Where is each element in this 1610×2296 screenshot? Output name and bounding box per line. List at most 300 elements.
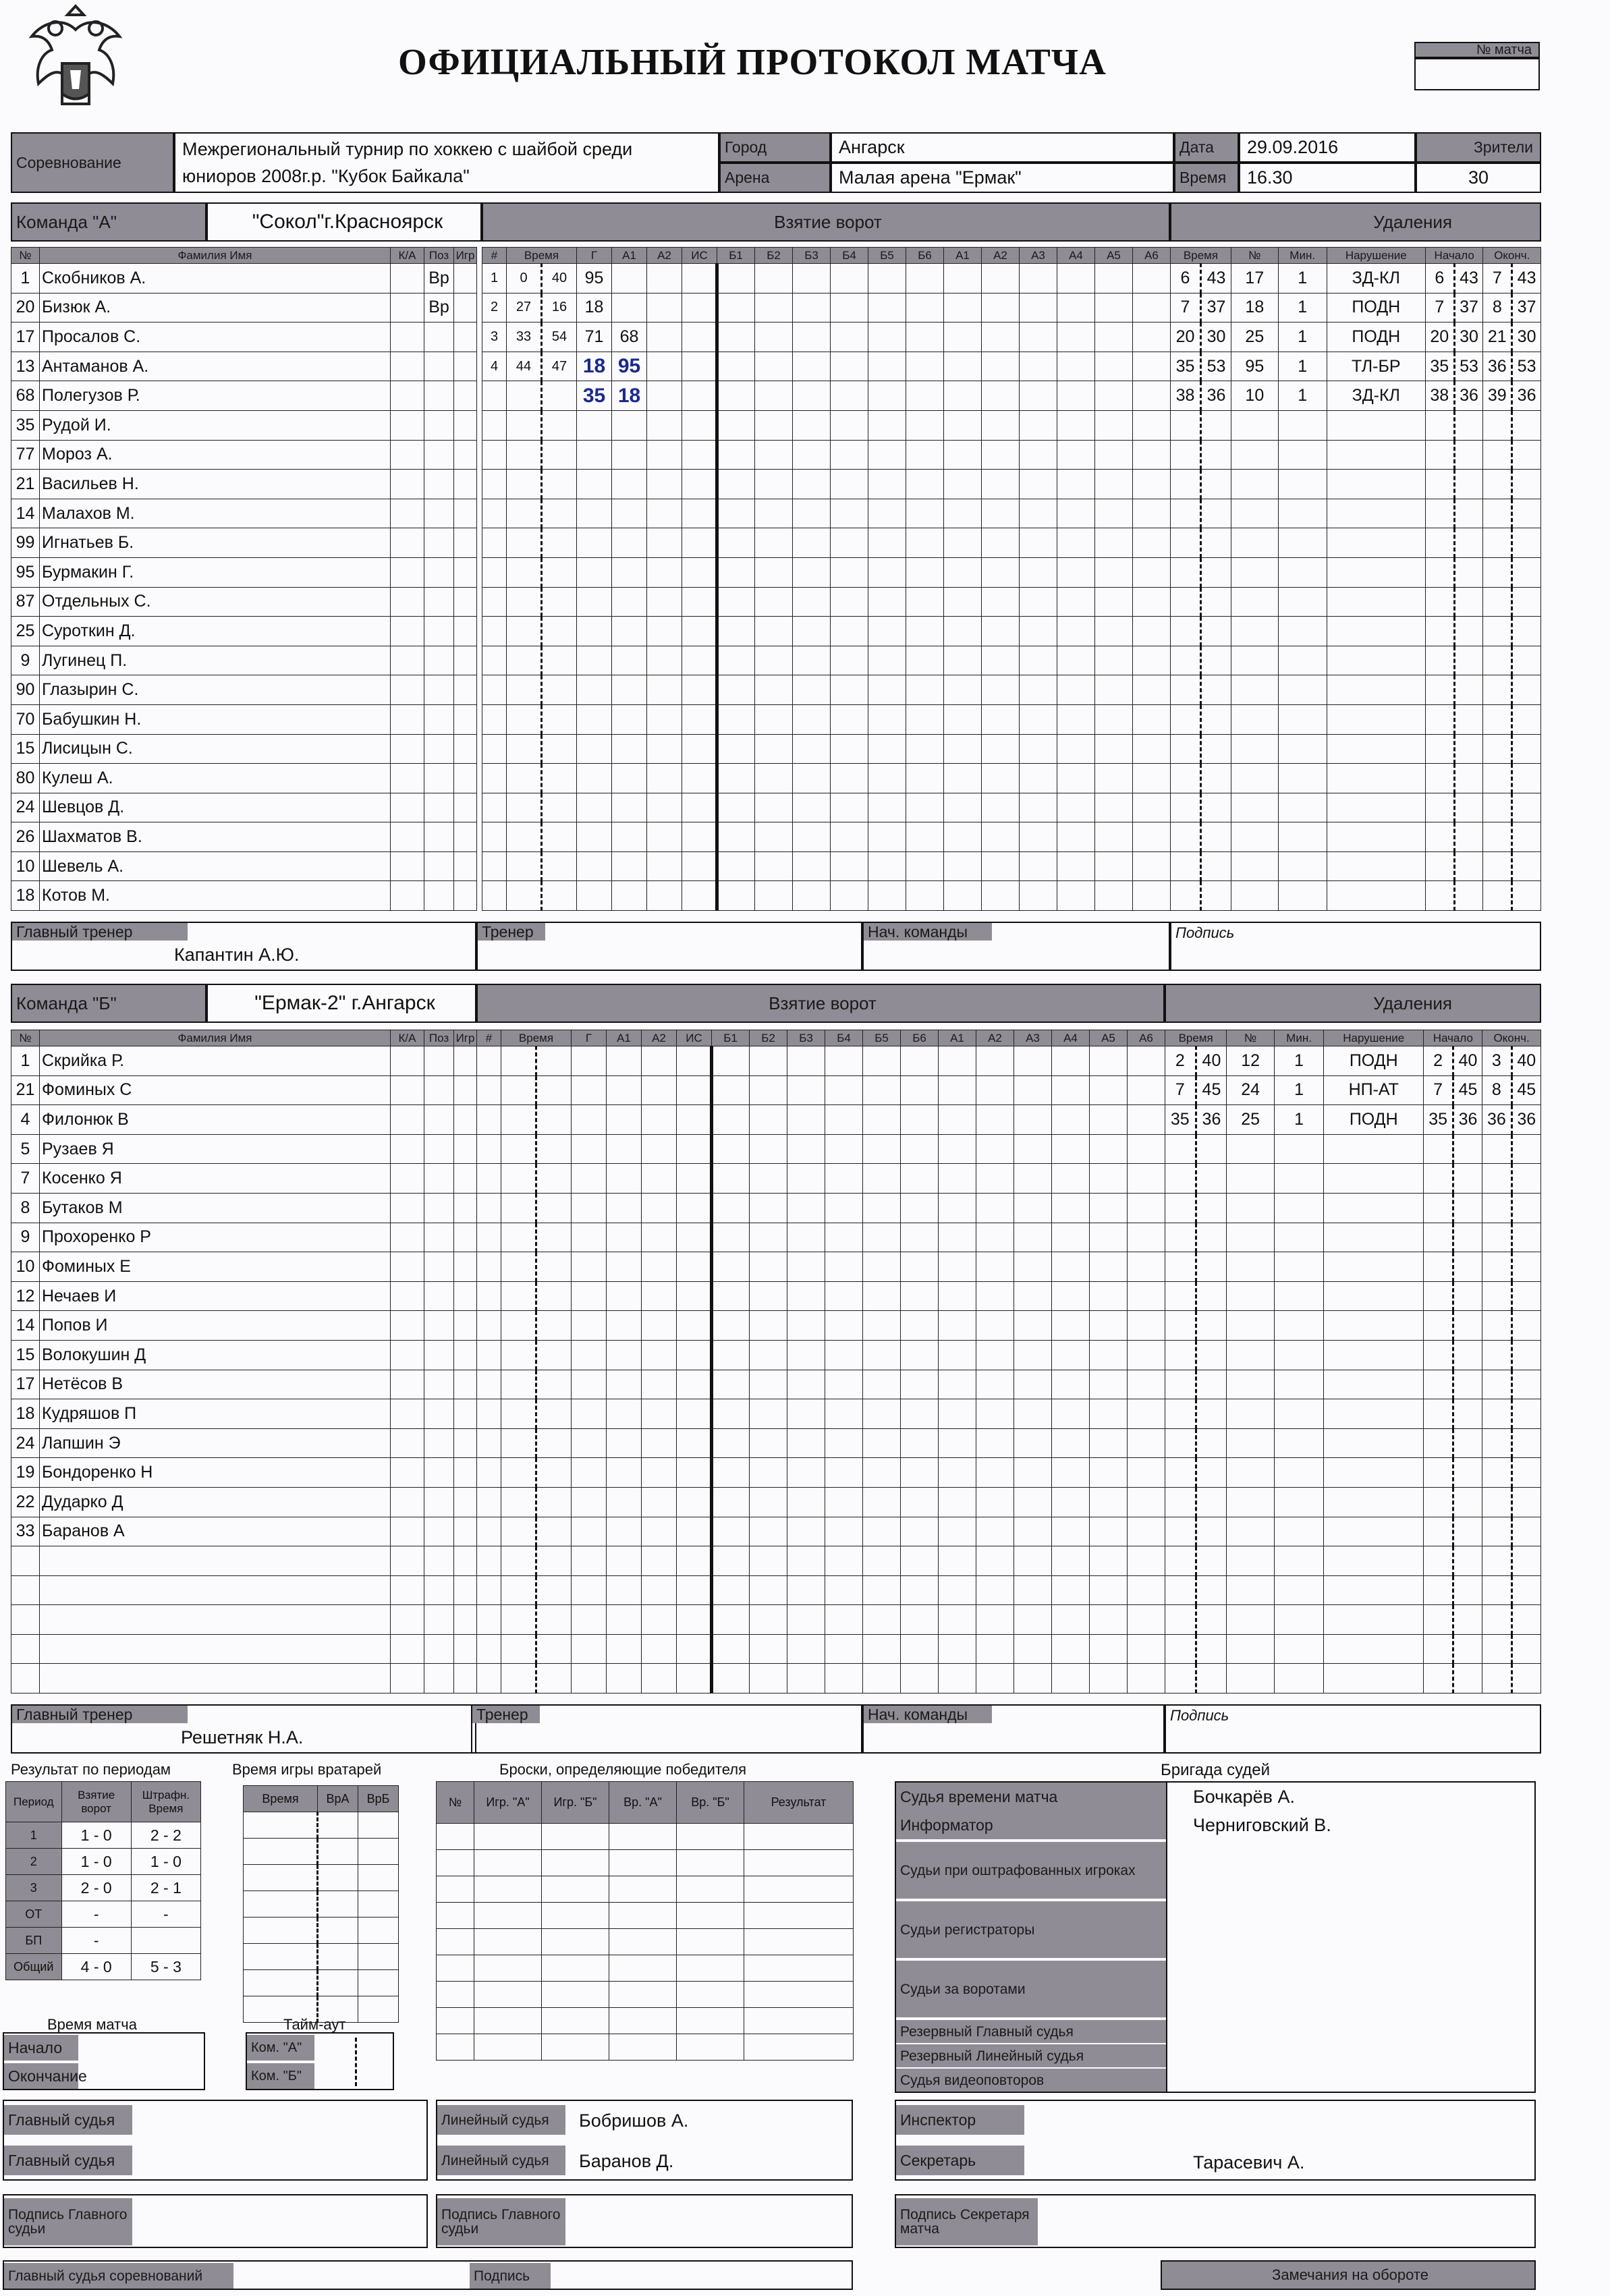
pen-minutes xyxy=(1278,587,1327,617)
on-ice-cell xyxy=(1014,1193,1052,1223)
pen-minute: 7 xyxy=(1165,1075,1196,1105)
pen-end-min xyxy=(1482,1164,1511,1194)
on-ice-cell xyxy=(831,557,868,587)
shootout-cell xyxy=(677,1876,744,1903)
pen-second xyxy=(1196,1428,1227,1458)
on-ice-cell xyxy=(750,1311,787,1341)
shootout-row xyxy=(437,1929,854,1955)
signature-label: Подпись xyxy=(1175,924,1235,941)
pen-player: 95 xyxy=(1231,352,1278,381)
team-b-head-coach-name: Решетняк Н.А. xyxy=(181,1727,304,1747)
player-captain xyxy=(391,528,424,558)
on-ice-cell xyxy=(906,528,944,558)
on-ice-cell xyxy=(868,440,906,470)
player-captain xyxy=(391,1105,424,1135)
roster-row xyxy=(11,1252,477,1282)
on-ice-cell xyxy=(793,881,831,911)
player-played xyxy=(454,617,477,646)
player-played xyxy=(454,1428,477,1458)
goal-row xyxy=(477,1164,1165,1194)
roster-header: Игр xyxy=(454,1030,477,1046)
on-ice-cell xyxy=(976,1399,1014,1429)
pen-infraction xyxy=(1327,410,1425,440)
on-ice-cell xyxy=(1052,1370,1090,1399)
goal-scorer xyxy=(572,1487,607,1517)
penalty-row xyxy=(1165,1487,1541,1517)
pen-header: № xyxy=(1227,1030,1275,1046)
arena-value: Малая арена "Ермак" xyxy=(831,163,1174,193)
on-ice-cell xyxy=(982,410,1020,440)
player-position xyxy=(424,470,454,499)
goal-assist-2 xyxy=(642,1105,677,1135)
on-ice-cell xyxy=(1057,822,1095,852)
on-ice-cell xyxy=(906,470,944,499)
on-ice-cell xyxy=(868,675,906,705)
goal-situation xyxy=(677,1105,712,1135)
goal-number xyxy=(477,1134,501,1164)
gk-row xyxy=(244,1891,399,1917)
goal-row xyxy=(477,1193,1165,1223)
pen-start-sec xyxy=(1453,1517,1482,1546)
player-captain xyxy=(391,734,424,764)
goal-second: 40 xyxy=(542,264,577,293)
goal-minute: 0 xyxy=(507,264,542,293)
goal-second xyxy=(542,675,577,705)
on-ice-cell xyxy=(868,557,906,587)
goal-situation xyxy=(677,1458,712,1488)
goal-assist-1 xyxy=(612,881,647,911)
on-ice-cell xyxy=(1052,1340,1090,1370)
shootout-cell xyxy=(744,1824,854,1850)
on-ice-cell xyxy=(1052,1281,1090,1311)
pen-infraction xyxy=(1324,1223,1424,1252)
competition-label: Соревнование xyxy=(11,132,174,193)
pen-infraction xyxy=(1324,1311,1424,1341)
pen-end-sec xyxy=(1512,704,1541,734)
period-penalties: - xyxy=(131,1901,200,1928)
roster-header: Фамилия Имя xyxy=(40,1030,391,1046)
on-ice-cell xyxy=(939,1105,976,1135)
pen-end-sec xyxy=(1511,1252,1540,1282)
on-ice-cell xyxy=(868,646,906,675)
on-ice-cell xyxy=(712,1428,750,1458)
pen-player xyxy=(1227,1634,1275,1664)
on-ice-cell xyxy=(1057,617,1095,646)
on-ice-cell xyxy=(1095,293,1133,323)
main-ref-sig-box[interactable] xyxy=(3,2194,428,2248)
goal-minute xyxy=(507,381,542,411)
on-ice-cell xyxy=(1020,499,1057,528)
shootout-cell xyxy=(542,1876,609,1903)
date-label: Дата xyxy=(1174,132,1239,163)
goal-assist-1 xyxy=(607,1575,642,1605)
timeout-box xyxy=(246,2032,394,2090)
on-ice-cell xyxy=(712,1252,750,1282)
goal-assist-1 xyxy=(607,1193,642,1223)
on-ice-cell xyxy=(976,1311,1014,1341)
on-ice-cell xyxy=(831,617,868,646)
goal-number xyxy=(477,1193,501,1223)
timekeeper-label: Судья времени матча xyxy=(896,1783,1166,1811)
goal-assist-1 xyxy=(612,470,647,499)
goal-header: Б1 xyxy=(712,1030,750,1046)
on-ice-cell xyxy=(755,646,793,675)
on-ice-cell xyxy=(831,499,868,528)
player-name xyxy=(40,1634,391,1664)
period-results-table xyxy=(5,1781,201,1980)
goal-minute xyxy=(501,1046,536,1076)
player-name: Бабушкин Н. xyxy=(40,704,391,734)
team-b-name: "Ермак-2" г.Ангарск xyxy=(206,984,476,1023)
on-ice-cell xyxy=(939,1605,976,1635)
team-a-penalties-table xyxy=(1170,247,1541,911)
goal-situation xyxy=(677,1370,712,1399)
player-name: Лугинец П. xyxy=(40,646,391,675)
penalty-row xyxy=(1165,1605,1541,1635)
goal-scorer: 18 xyxy=(577,352,612,381)
period-row xyxy=(6,1822,201,1849)
on-ice-cell xyxy=(906,381,944,411)
pen-end-sec xyxy=(1512,587,1541,617)
player-position xyxy=(424,881,454,911)
on-ice-cell xyxy=(976,1252,1014,1282)
player-number: 24 xyxy=(11,793,40,822)
goal-number xyxy=(477,1428,501,1458)
goal-scorer xyxy=(572,1281,607,1311)
player-name: Бизюк А. xyxy=(40,293,391,323)
pen-start-sec xyxy=(1454,764,1483,793)
goal-header: ИС xyxy=(677,1030,712,1046)
on-ice-cell xyxy=(863,1223,901,1252)
on-ice-cell xyxy=(825,1370,863,1399)
on-ice-cell xyxy=(1057,881,1095,911)
pen-player xyxy=(1231,440,1278,470)
pen-start-min xyxy=(1425,675,1454,705)
on-ice-cell xyxy=(976,1634,1014,1664)
pen-minutes xyxy=(1278,851,1327,881)
results-header: Взятие ворот xyxy=(61,1782,131,1822)
pen-infraction xyxy=(1327,440,1425,470)
goal-header: Б3 xyxy=(787,1030,825,1046)
pen-second xyxy=(1200,440,1231,470)
on-ice-cell xyxy=(901,1046,939,1076)
player-position xyxy=(424,1164,454,1194)
goal-row xyxy=(482,499,1171,528)
roster-row xyxy=(11,1075,477,1105)
on-ice-cell xyxy=(825,1664,863,1693)
pen-end-sec: 53 xyxy=(1512,352,1541,381)
goal-assist-1 xyxy=(607,1134,642,1164)
goal-situation xyxy=(682,704,717,734)
goal-assist-2 xyxy=(642,1517,677,1546)
goal-situation xyxy=(677,1046,712,1076)
on-ice-cell xyxy=(793,851,831,881)
on-ice-cell xyxy=(1020,587,1057,617)
pen-minutes: 1 xyxy=(1278,293,1327,323)
pen-end-sec xyxy=(1511,1546,1540,1576)
on-ice-cell xyxy=(755,264,793,293)
player-captain xyxy=(391,1281,424,1311)
pen-start-min xyxy=(1424,1458,1453,1488)
on-ice-cell xyxy=(1133,352,1171,381)
player-name: Попов И xyxy=(40,1311,391,1341)
pen-player: 25 xyxy=(1227,1105,1275,1135)
on-ice-cell xyxy=(1128,1605,1165,1635)
pen-minute xyxy=(1171,587,1201,617)
goal-minute xyxy=(507,704,542,734)
on-ice-cell xyxy=(793,470,831,499)
goal-header: Время xyxy=(501,1030,572,1046)
player-number: 14 xyxy=(11,1311,40,1341)
goal-second xyxy=(536,1428,572,1458)
on-ice-cell xyxy=(944,704,982,734)
goal-situation xyxy=(677,1634,712,1664)
goal-number xyxy=(482,851,507,881)
pen-minutes xyxy=(1278,734,1327,764)
on-ice-cell xyxy=(1057,557,1095,587)
pen-infraction xyxy=(1327,675,1425,705)
on-ice-cell xyxy=(1057,528,1095,558)
match-number-field[interactable] xyxy=(1414,58,1540,90)
pen-start-sec xyxy=(1454,675,1483,705)
goal-assist-2 xyxy=(642,1664,677,1693)
goal-situation xyxy=(682,528,717,558)
goal-minute xyxy=(507,881,542,911)
goal-scorer xyxy=(572,1223,607,1252)
roster-header: № xyxy=(11,1030,40,1046)
on-ice-cell xyxy=(787,1252,825,1282)
pen-start-min xyxy=(1424,1223,1453,1252)
shootout-cell xyxy=(744,1955,854,1982)
goal-minute xyxy=(507,470,542,499)
goal-scorer xyxy=(572,1340,607,1370)
on-ice-cell xyxy=(1133,499,1171,528)
on-ice-cell xyxy=(863,1517,901,1546)
player-name: Фоминых С xyxy=(40,1075,391,1105)
pen-second xyxy=(1200,822,1231,852)
roster-row xyxy=(11,352,477,381)
on-ice-cell xyxy=(755,293,793,323)
on-ice-cell xyxy=(1095,851,1133,881)
on-ice-cell xyxy=(1057,381,1095,411)
pen-end-sec xyxy=(1511,1634,1540,1664)
goal-row xyxy=(477,1370,1165,1399)
pen-start-min xyxy=(1424,1517,1453,1546)
on-ice-cell xyxy=(793,793,831,822)
player-captain xyxy=(391,1575,424,1605)
goal-number xyxy=(477,1546,501,1576)
pen-minute xyxy=(1165,1370,1196,1399)
on-ice-cell xyxy=(1095,323,1133,352)
on-ice-cell xyxy=(1128,1370,1165,1399)
player-name: Прохоренко Р xyxy=(40,1223,391,1252)
on-ice-cell xyxy=(717,323,755,352)
goal-assist-2 xyxy=(642,1487,677,1517)
pen-minutes xyxy=(1275,1517,1324,1546)
goal-row xyxy=(482,675,1171,705)
shootout-cell xyxy=(437,1982,474,2008)
roster-row xyxy=(11,675,477,705)
on-ice-cell xyxy=(901,1634,939,1664)
on-ice-cell xyxy=(939,1399,976,1429)
main-ref-sig-box-2[interactable] xyxy=(436,2194,853,2248)
roster-header: К/А xyxy=(391,248,424,264)
goal-minute xyxy=(507,410,542,440)
on-ice-cell xyxy=(901,1281,939,1311)
on-ice-cell xyxy=(1128,1487,1165,1517)
goal-assist-2 xyxy=(647,734,682,764)
shootout-cell xyxy=(474,1929,542,1955)
goal-assist-2 xyxy=(647,323,682,352)
on-ice-cell xyxy=(717,881,755,911)
on-ice-cell xyxy=(1020,646,1057,675)
goal-situation xyxy=(682,410,717,440)
on-ice-cell xyxy=(863,1252,901,1282)
on-ice-cell xyxy=(976,1575,1014,1605)
on-ice-cell xyxy=(831,323,868,352)
goal-header: А2 xyxy=(982,248,1020,264)
on-ice-cell xyxy=(901,1428,939,1458)
player-captain xyxy=(391,646,424,675)
goal-situation xyxy=(682,381,717,411)
roster-row xyxy=(11,1575,477,1605)
penalty-row xyxy=(1171,764,1541,793)
goal-header: А3 xyxy=(1020,248,1057,264)
player-captain xyxy=(391,1370,424,1399)
on-ice-cell xyxy=(976,1134,1014,1164)
roster-row xyxy=(11,264,477,293)
player-captain xyxy=(391,1311,424,1341)
on-ice-cell xyxy=(868,352,906,381)
pen-second xyxy=(1200,410,1231,440)
on-ice-cell xyxy=(863,1311,901,1341)
roster-row xyxy=(11,851,477,881)
team-a-signature-box[interactable] xyxy=(1170,922,1541,971)
on-ice-cell xyxy=(901,1340,939,1370)
on-ice-cell xyxy=(755,734,793,764)
pen-start-sec xyxy=(1454,704,1483,734)
on-ice-cell xyxy=(976,1664,1014,1693)
on-ice-cell xyxy=(1014,1634,1052,1664)
pen-minute: 20 xyxy=(1171,323,1201,352)
pen-end-min xyxy=(1482,1370,1511,1399)
on-ice-cell xyxy=(1014,1487,1052,1517)
player-name: Лисицын С. xyxy=(40,734,391,764)
pen-second xyxy=(1196,1340,1227,1370)
on-ice-cell xyxy=(939,1134,976,1164)
goal-assist-2 xyxy=(647,381,682,411)
penalty-row xyxy=(1171,470,1541,499)
penalty-row xyxy=(1171,293,1541,323)
pen-minutes xyxy=(1278,764,1327,793)
pen-second xyxy=(1200,793,1231,822)
on-ice-cell xyxy=(906,323,944,352)
player-name: Нечаев И xyxy=(40,1281,391,1311)
shootout-cell xyxy=(609,1955,677,1982)
secretary-sig-box[interactable] xyxy=(895,2194,1536,2248)
on-ice-cell xyxy=(787,1575,825,1605)
player-played xyxy=(454,1370,477,1399)
goal-header: # xyxy=(477,1030,501,1046)
pen-infraction: ПОДН xyxy=(1327,293,1425,323)
on-ice-cell xyxy=(1128,1134,1165,1164)
pen-end-sec xyxy=(1512,440,1541,470)
player-name: Рудой И. xyxy=(40,410,391,440)
on-ice-cell xyxy=(944,851,982,881)
goal-minute xyxy=(501,1458,536,1488)
player-captain xyxy=(391,1075,424,1105)
penalty-row xyxy=(1165,1223,1541,1252)
on-ice-cell xyxy=(1020,734,1057,764)
pen-end-sec xyxy=(1512,470,1541,499)
goal-number xyxy=(477,1634,501,1664)
timekeeper-name: Бочкарёв А. xyxy=(1193,1787,1296,1807)
shootout-cell xyxy=(437,1929,474,1955)
roster-header: Игр xyxy=(454,248,477,264)
goal-assist-2 xyxy=(647,881,682,911)
player-position xyxy=(424,704,454,734)
pen-player xyxy=(1227,1458,1275,1488)
on-ice-cell xyxy=(944,793,982,822)
on-ice-cell xyxy=(1014,1164,1052,1194)
goal-assist-2 xyxy=(647,528,682,558)
penalty-row xyxy=(1165,1252,1541,1282)
goal-minute xyxy=(501,1546,536,1576)
on-ice-cell xyxy=(944,675,982,705)
goal-assist-1 xyxy=(607,1546,642,1576)
shootout-cell xyxy=(744,1929,854,1955)
goal-second xyxy=(536,1046,572,1076)
team-b-signature-box[interactable] xyxy=(1165,1704,1541,1754)
on-ice-cell xyxy=(868,764,906,793)
goal-second xyxy=(536,1281,572,1311)
on-ice-cell xyxy=(901,1546,939,1576)
on-ice-cell xyxy=(1095,528,1133,558)
on-ice-cell xyxy=(793,293,831,323)
shootout-cell xyxy=(542,1982,609,2008)
goal-situation xyxy=(682,881,717,911)
on-ice-cell xyxy=(1128,1546,1165,1576)
pen-start-sec: 43 xyxy=(1454,264,1483,293)
goal-scorer xyxy=(577,764,612,793)
goal-assist-2 xyxy=(647,293,682,323)
pen-end-min xyxy=(1483,587,1512,617)
on-ice-cell xyxy=(787,1193,825,1223)
pen-player xyxy=(1231,793,1278,822)
player-position xyxy=(424,440,454,470)
player-name xyxy=(40,1575,391,1605)
gk-header: Время xyxy=(244,1786,318,1812)
pen-minute xyxy=(1171,528,1201,558)
shootout-header: Вр. "А" xyxy=(609,1782,677,1824)
goal-scorer xyxy=(572,1370,607,1399)
video-ref-label: Судья видеоповторов xyxy=(896,2069,1166,2092)
penalty-row xyxy=(1165,1105,1541,1135)
player-captain xyxy=(391,851,424,881)
on-ice-cell xyxy=(825,1046,863,1076)
pen-end-min xyxy=(1482,1634,1511,1664)
pen-end-min xyxy=(1482,1517,1511,1546)
player-position: Вр xyxy=(424,293,454,323)
goal-scorer xyxy=(572,1193,607,1223)
gk-row xyxy=(244,1996,399,2023)
player-position xyxy=(424,617,454,646)
pen-infraction xyxy=(1324,1134,1424,1164)
pen-start-min xyxy=(1424,1487,1453,1517)
on-ice-cell xyxy=(755,352,793,381)
pen-minute xyxy=(1171,764,1201,793)
gk-time xyxy=(244,1996,318,2023)
